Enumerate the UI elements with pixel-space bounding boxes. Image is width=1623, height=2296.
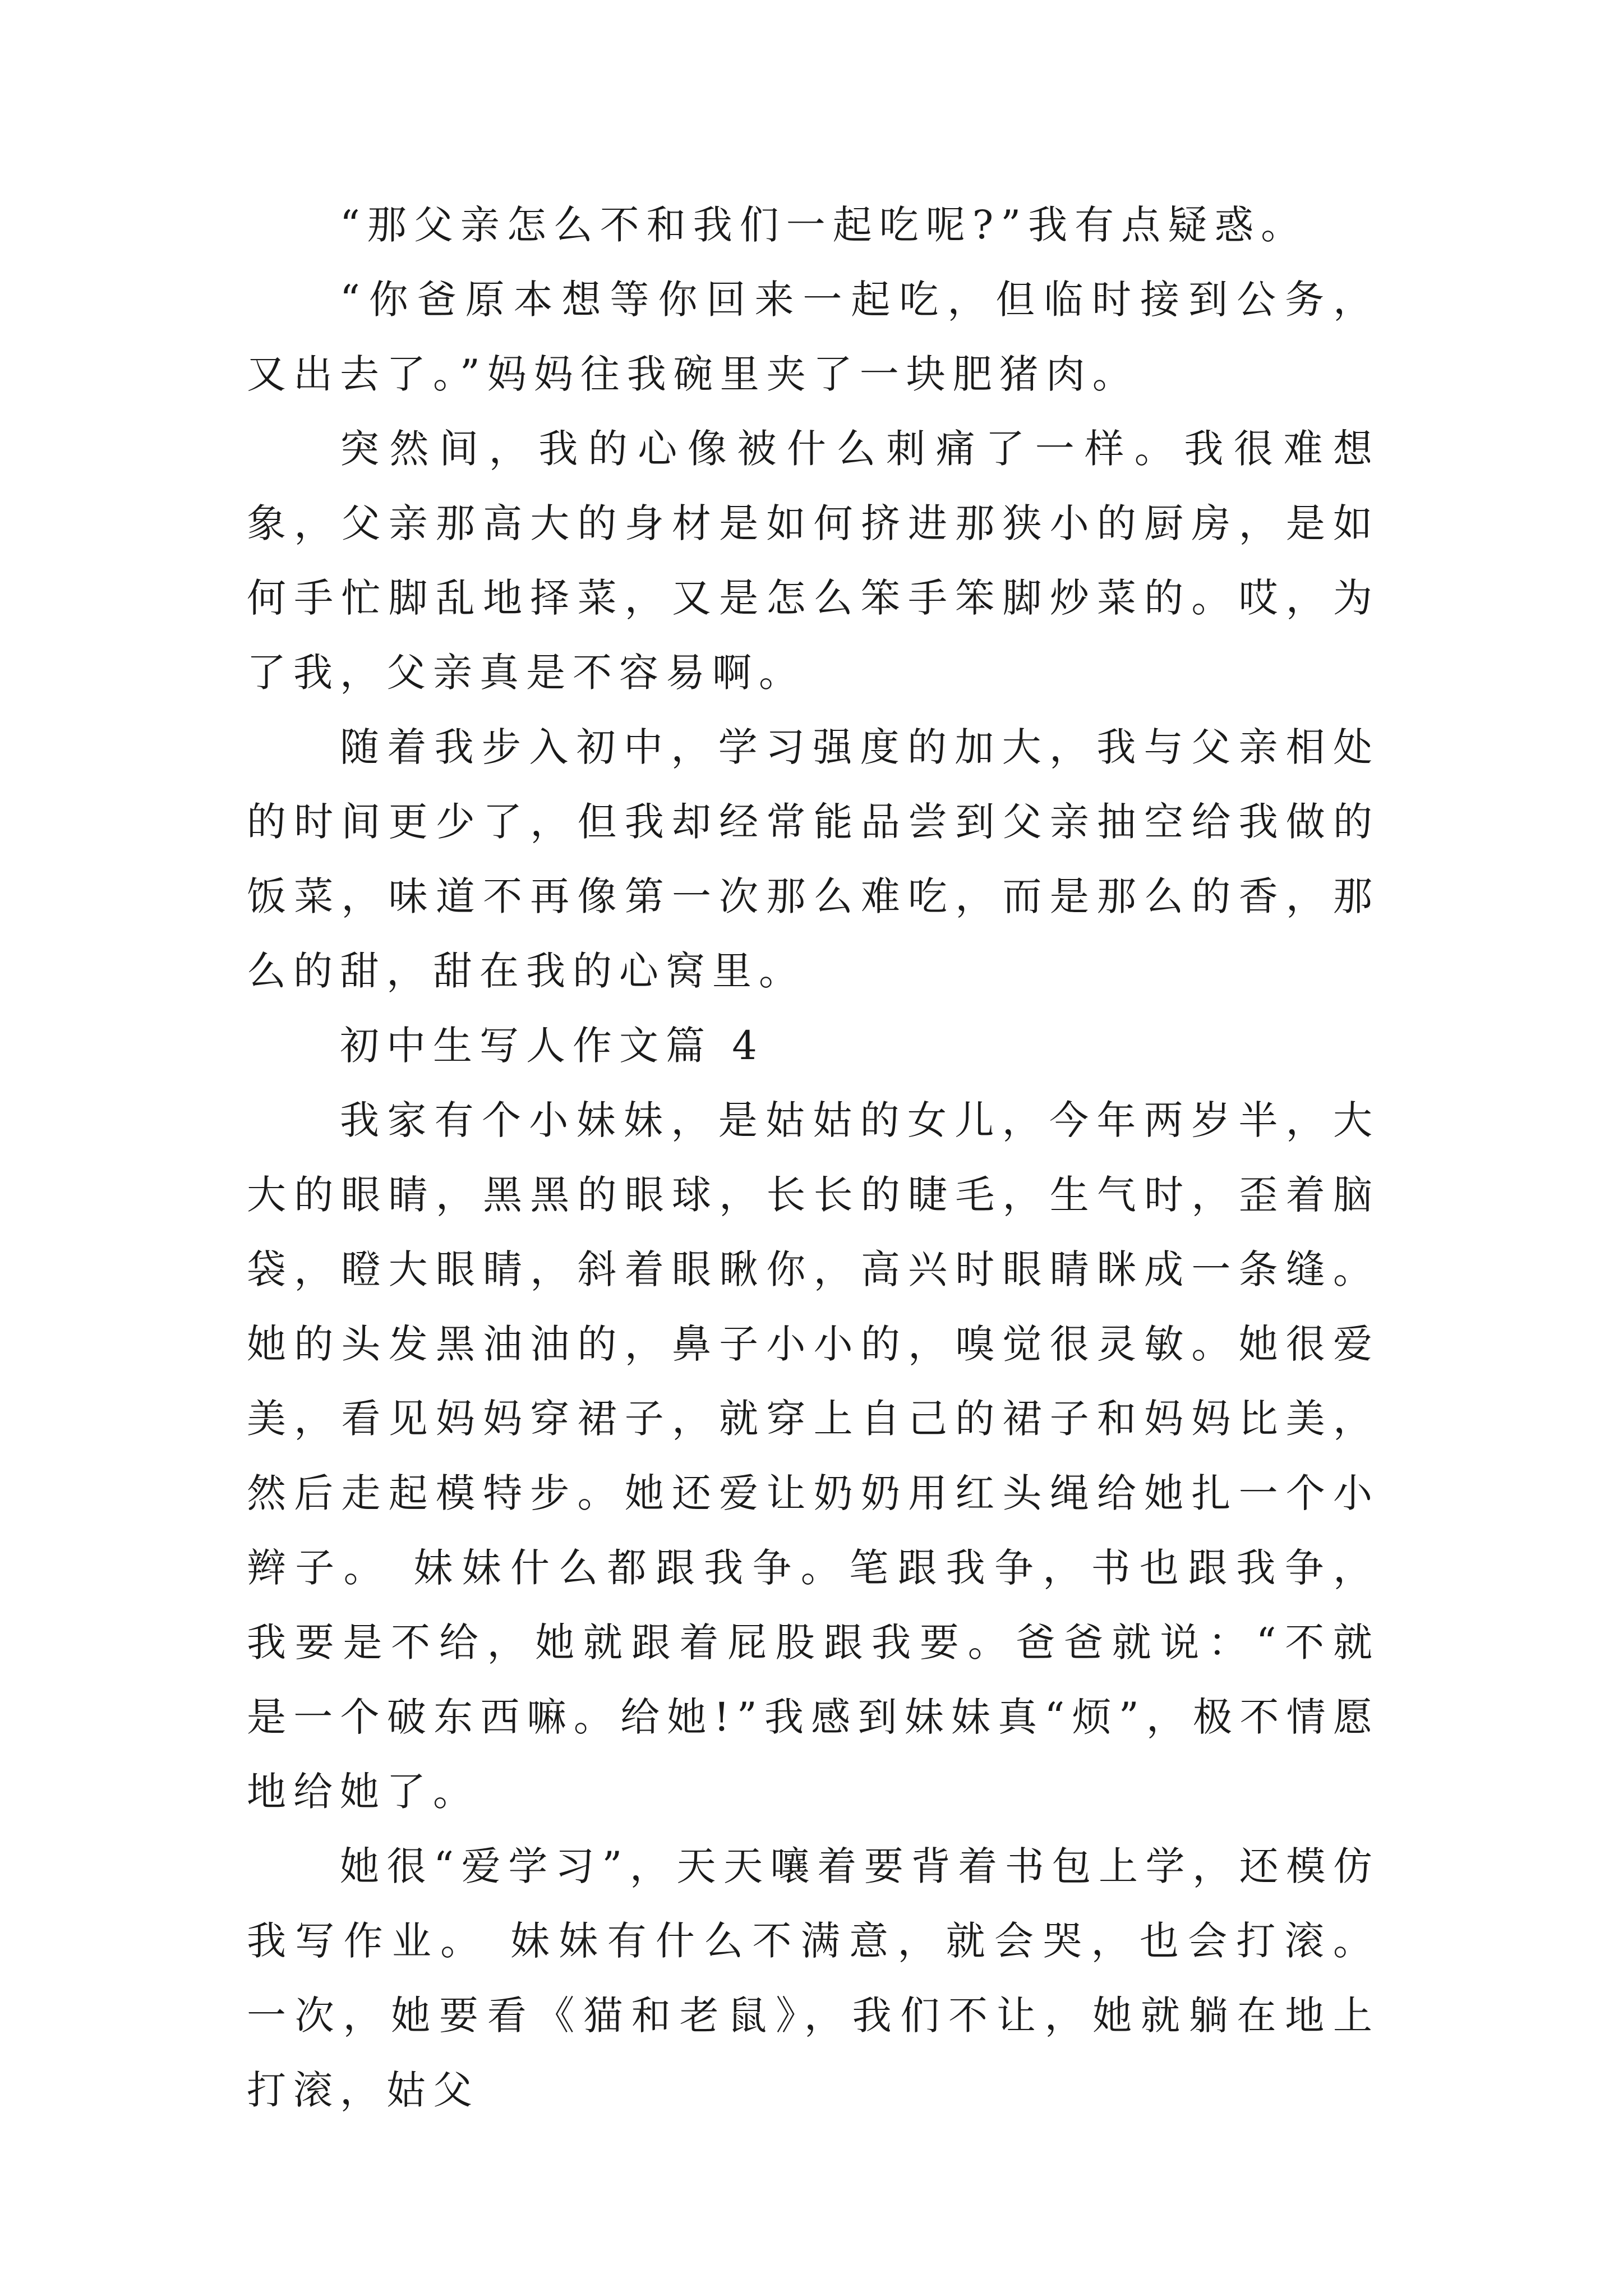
paragraph-realization: 突然间，我的心像被什么刺痛了一样。我很难想象，父亲那高大的身材是如何挤进那狭小的厨房，是如何手忙脚乱地择菜，又是怎么笨手笨脚炒菜的。哎，为了我，父亲真是不容易啊。 (247, 426, 1380, 696)
document-body (247, 188, 1380, 2128)
paragraph-mother-answer: “你爸原本想等你回来一起吃，但临时接到公务，又出去了。”妈妈往我碗里夹了一块肥猪肉。 (247, 277, 1380, 397)
paragraph-question: “那父亲怎么不和我们一起吃呢?”我有点疑惑。 (340, 202, 1308, 248)
section-heading: 初中生写人作文篇 4 (340, 1023, 764, 1069)
paragraph-little-sister: 我家有个小妹妹，是姑姑的女儿，今年两岁半，大大的眼睛，黑黑的眼球，长长的睫毛，生气时，歪着脑袋，瞪大眼睛，斜着眼瞅你，高兴时眼睛眯成一条缝。她的头发黑油油的，鼻子小小的，嗅觉很灵敏。她很爱美，看见妈妈穿裙子，就穿上自己的裙子和妈妈比美，然后走起模特步。她还爱让奶奶用红头绳给她扎一个小辫子。 妹妹什么都跟我争。笔跟我争，书也跟我争，我要是不给，她就跟着屁股跟我要。爸爸就说：“不就是一个破东西嘛。给她!”我感到妹妹真“烦”，极不情愿地给她了。 (247, 1097, 1380, 1815)
paragraph-loves-study: 她很“爱学习”，天天嚷着要背着书包上学，还模仿我写作业。 妹妹有什么不满意，就会哭，也会打滚。一次，她要看《猫和老鼠》，我们不让，她就躺在地上打滚，姑父 (247, 1843, 1380, 2113)
paragraph-middle-school: 随着我步入初中，学习强度的加大，我与父亲相处的时间更少了，但我却经常能品尝到父亲抽空给我做的饭菜，味道不再像第一次那么难吃，而是那么的香，那么的甜，甜在我的心窝里。 (247, 724, 1380, 994)
